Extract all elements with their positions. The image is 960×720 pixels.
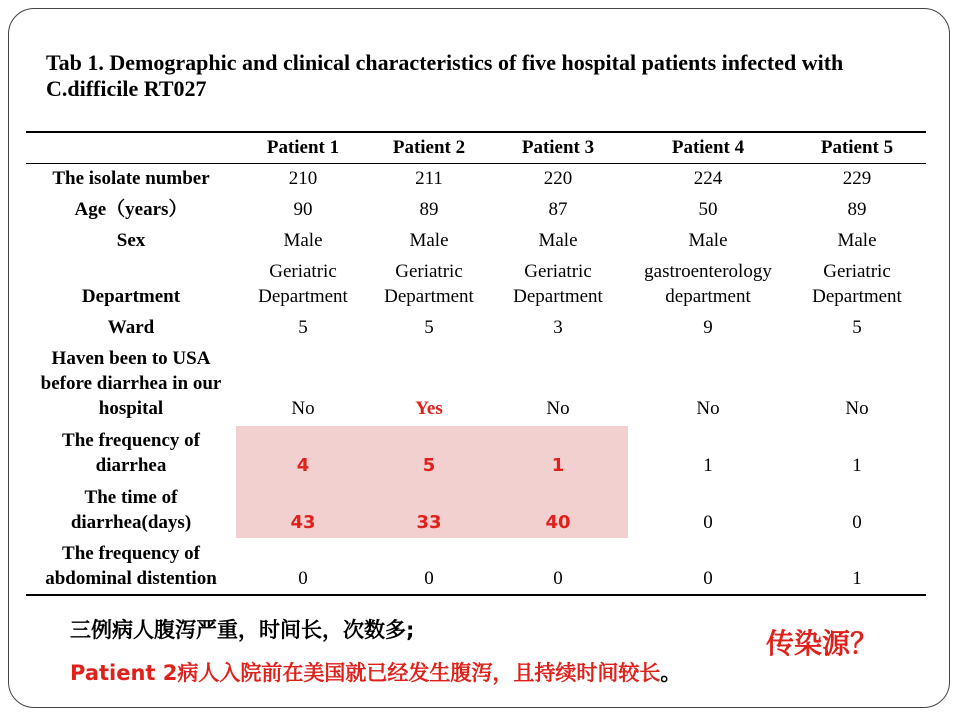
table-cell: Geriatric Department bbox=[384, 261, 474, 307]
table-cell: 210 bbox=[288, 168, 318, 189]
table-cell: 90 bbox=[293, 199, 313, 220]
table-cell: 229 bbox=[842, 168, 872, 189]
note-patient2-text: Patient 2病人入院前在美国就已经发生腹泻，且持续时间较长 bbox=[70, 661, 661, 685]
table-cell: Yes bbox=[415, 398, 443, 419]
table-cell: Geriatric Department bbox=[258, 261, 348, 307]
column-header: Patient 5 bbox=[820, 137, 894, 158]
table-cell: Male bbox=[283, 230, 323, 251]
table-cell: No bbox=[291, 398, 315, 419]
table-cell: 220 bbox=[543, 168, 573, 189]
table-cell: Male bbox=[688, 230, 728, 251]
table-cell: 1 bbox=[551, 455, 565, 476]
table-cell: 0 bbox=[852, 512, 862, 533]
note-summary: 三例病人腹泻严重，时间长，次数多; bbox=[70, 618, 415, 642]
table-cell: 33 bbox=[416, 512, 442, 533]
table-cell: Male bbox=[409, 230, 449, 251]
note-patient2-end: 。 bbox=[660, 661, 682, 685]
table-cell: 1 bbox=[703, 455, 713, 476]
table-cell: 4 bbox=[296, 455, 310, 476]
column-header: Patient 2 bbox=[392, 137, 466, 158]
table-cell: 5 bbox=[298, 317, 308, 338]
row-label: Department bbox=[81, 286, 181, 307]
column-header: Patient 1 bbox=[266, 137, 340, 158]
table-cell: 40 bbox=[545, 512, 571, 533]
table-cell: Geriatric Department bbox=[812, 261, 902, 307]
table-cell: 0 bbox=[703, 512, 713, 533]
row-label: The time of diarrhea(days) bbox=[70, 487, 192, 533]
table-cell: 89 bbox=[419, 199, 439, 220]
table-cell: 87 bbox=[548, 199, 568, 220]
row-label: The isolate number bbox=[52, 168, 210, 189]
table-cell: 0 bbox=[553, 568, 563, 589]
table-cell: 9 bbox=[703, 317, 713, 338]
table-cell: 3 bbox=[553, 317, 563, 338]
table-cell: 211 bbox=[415, 168, 443, 189]
table-cell: 50 bbox=[698, 199, 718, 220]
table-cell: 1 bbox=[852, 568, 862, 589]
table-cell: 0 bbox=[703, 568, 713, 589]
table-cell: 224 bbox=[693, 168, 723, 189]
table-cell: 5 bbox=[424, 317, 434, 338]
infection-source-question: 传染源？ bbox=[766, 627, 879, 660]
table-cell: 0 bbox=[424, 568, 434, 589]
table-cell: gastroenterology department bbox=[644, 261, 772, 307]
table-cell: 0 bbox=[298, 568, 308, 589]
table-cell: 1 bbox=[852, 455, 862, 476]
note-patient2 bbox=[70, 657, 681, 687]
table-header-rule bbox=[26, 163, 926, 164]
row-label: Haven been to USA before diarrhea in our hospital bbox=[40, 348, 222, 419]
table-cell: Male bbox=[538, 230, 578, 251]
column-header: Patient 3 bbox=[521, 137, 595, 158]
table-cell: No bbox=[546, 398, 570, 419]
table-cell: 43 bbox=[290, 512, 316, 533]
table-cell: 5 bbox=[852, 317, 862, 338]
table-cell: Geriatric Department bbox=[513, 261, 603, 307]
row-label: The frequency of diarrhea bbox=[62, 430, 200, 476]
table-cell: 5 bbox=[422, 455, 436, 476]
table-cell: 89 bbox=[847, 199, 867, 220]
table-title: Tab 1. Demographic and clinical characteristics of five hospital patients infected with C.difficile RT027 bbox=[46, 50, 844, 101]
column-header: Patient 4 bbox=[671, 137, 745, 158]
table-bottom-rule bbox=[26, 594, 926, 596]
row-label: Ward bbox=[107, 317, 155, 338]
table-cell: No bbox=[696, 398, 720, 419]
table-top-rule bbox=[26, 131, 926, 133]
row-label: Sex bbox=[116, 230, 146, 251]
table-cell: No bbox=[845, 398, 869, 419]
table-cell: Male bbox=[837, 230, 877, 251]
row-label: Age（years） bbox=[74, 199, 188, 220]
row-label: The frequency of abdominal distention bbox=[45, 543, 217, 589]
